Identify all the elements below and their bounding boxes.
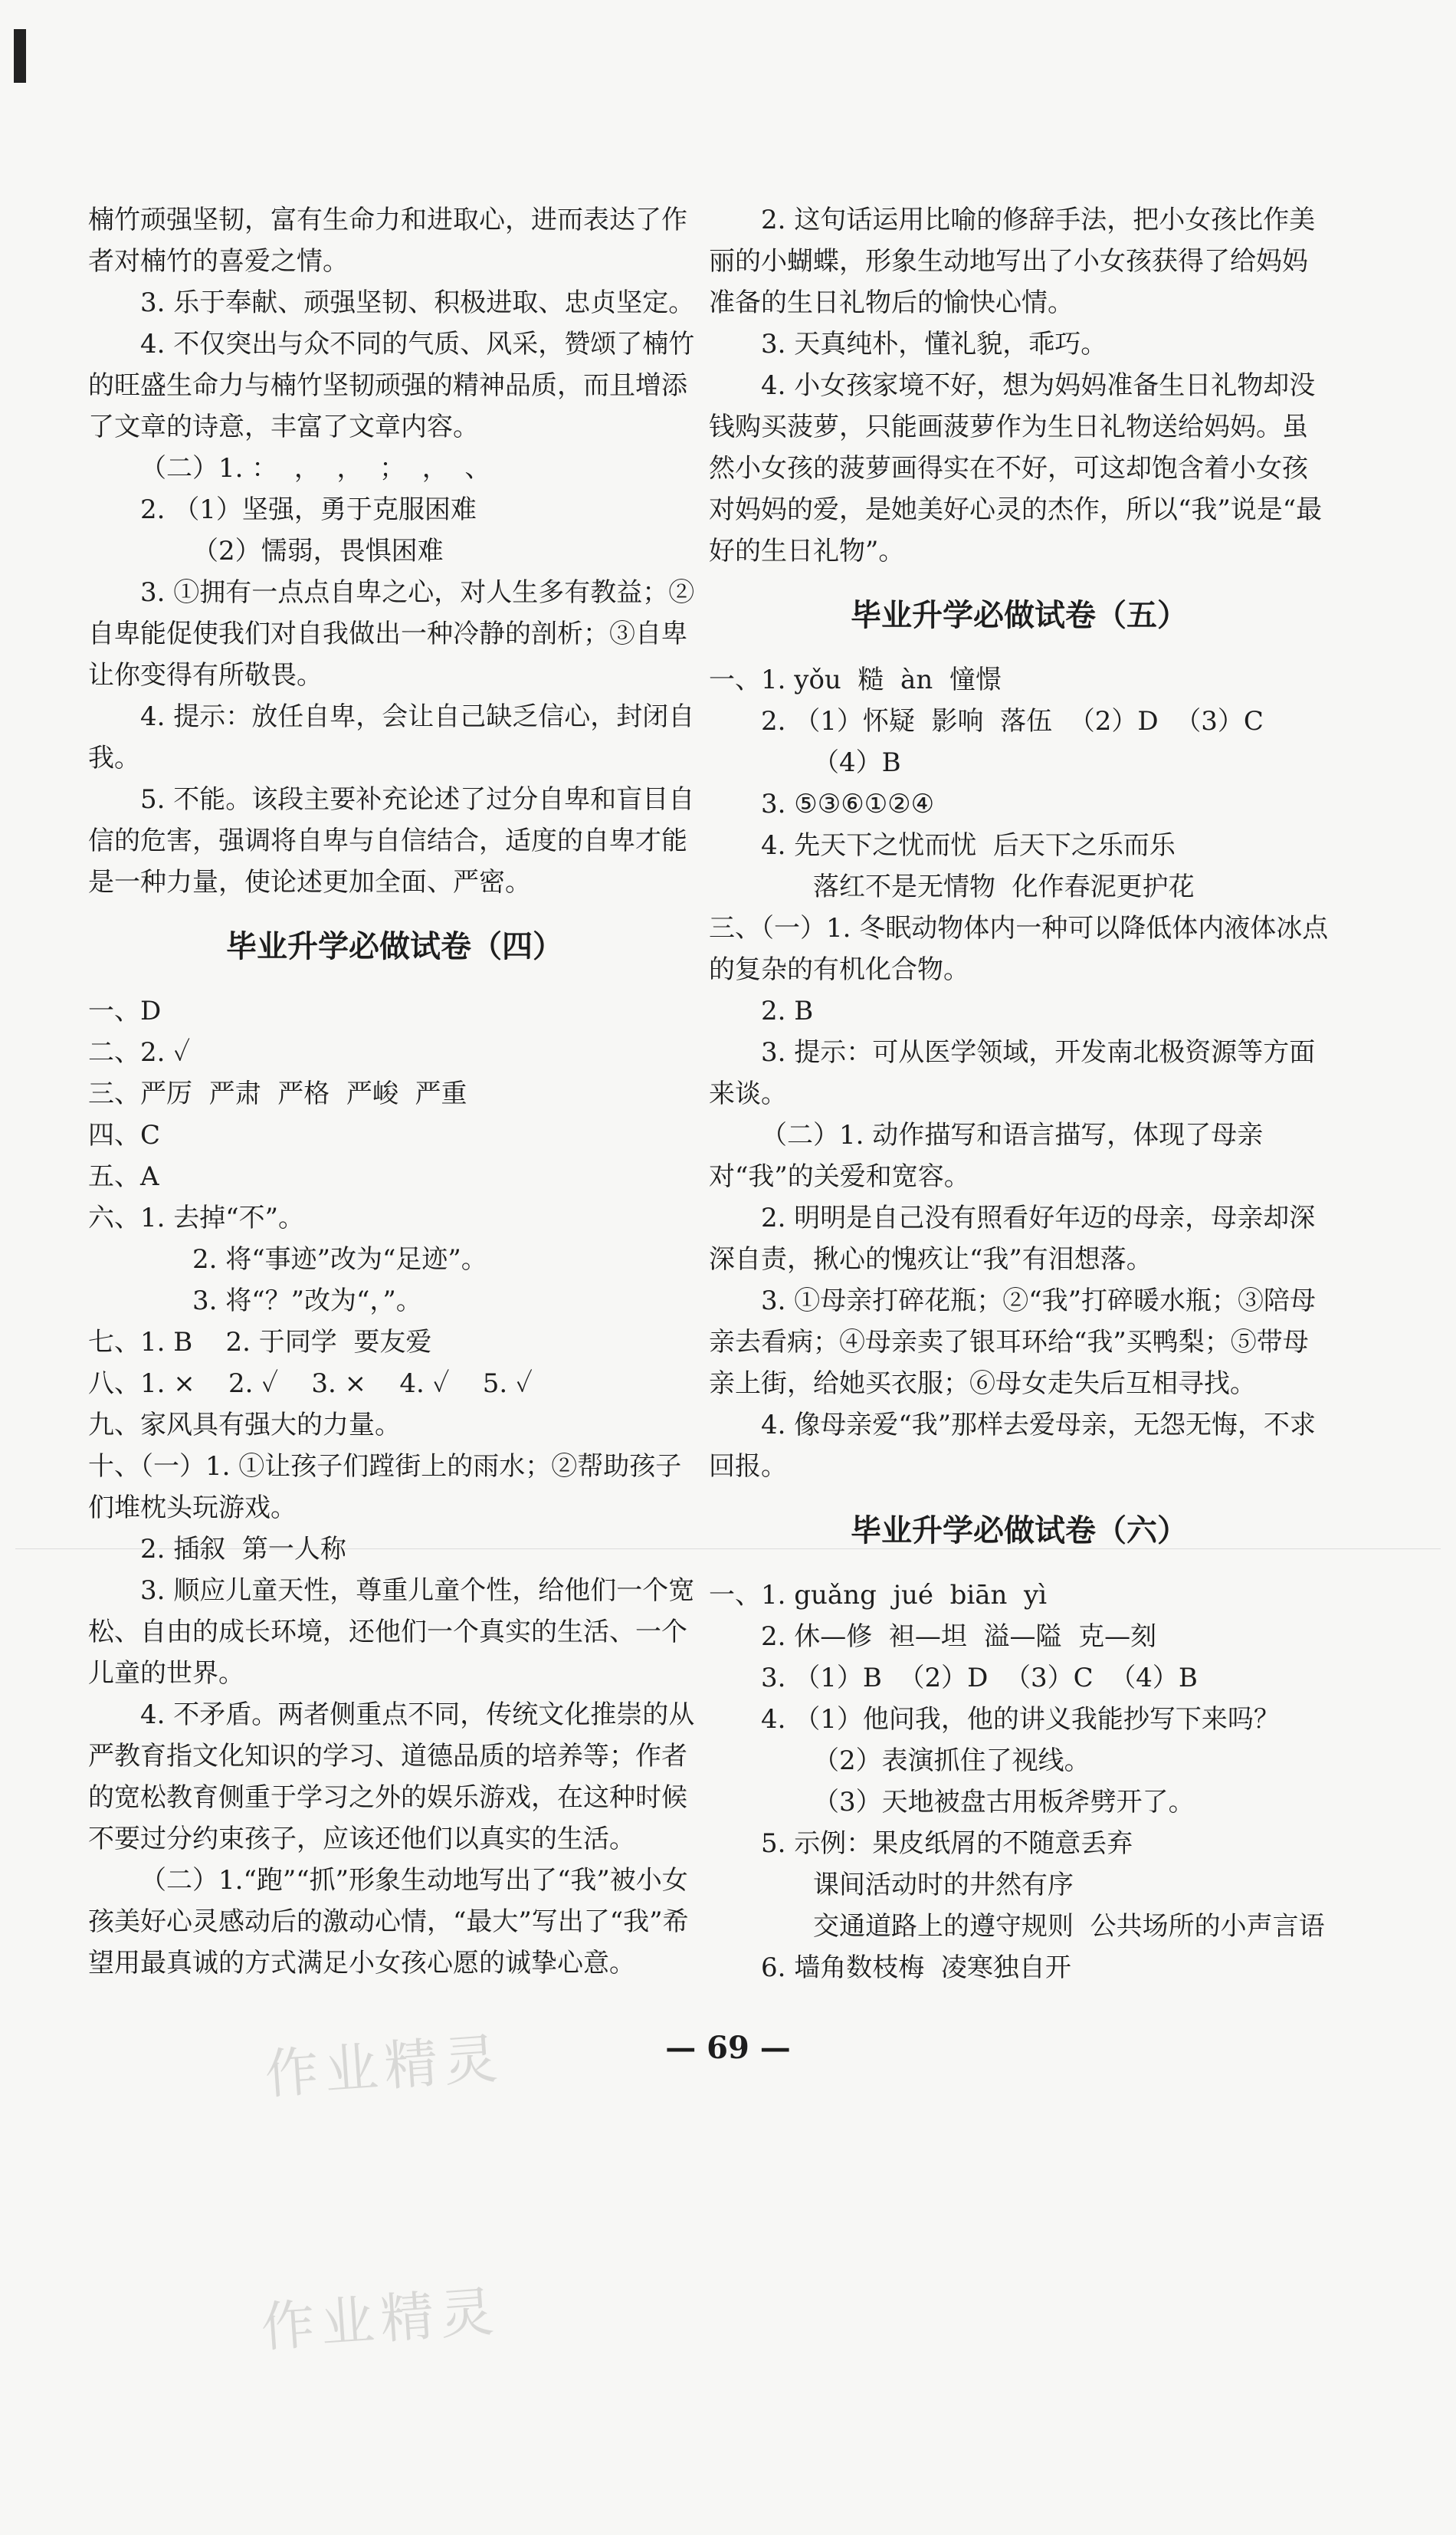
answer-line: 三、（一）1. 冬眠动物体内一种可以降低体内液体冰点的复杂的有机化合物。 <box>709 913 1329 985</box>
answer-line: 2. 这句话运用比喻的修辞手法，把小女孩比作美丽的小蝴蝶，形象生动地写出了小女孩获得了给妈妈准备的生日礼物后的愉快心情。 <box>709 205 1316 318</box>
answer-line: 3. 顺应儿童天性，尊重儿童个性，给他们一个宽松、自由的成长环境，还他们一个真实的生活、一个儿童的世界。 <box>88 1575 695 1689</box>
answer-line: 三、严厉 严肃 严格 严峻 严重 <box>88 1079 467 1109</box>
answer-line: 5. 示例：果皮纸屑的不随意丢弃 <box>761 1828 1133 1859</box>
answer-line: 二、2. ✓ <box>88 1037 191 1068</box>
answer-line: 2. 插叙 第一人称 <box>140 1534 346 1565</box>
answer-line: 七、1. B 2. 于同学 要友爱 <box>88 1327 432 1358</box>
answer-line: 八、1. × 2. ✓ 3. × 4. ✓ 5. ✓ <box>88 1368 533 1399</box>
answer-line: 一、1. yǒu 糙 àn 憧憬 <box>709 665 1002 695</box>
answer-line: 4. 提示：放任自卑，会让自己缺乏信心，封闭自我。 <box>88 701 695 773</box>
answer-line: 4. 先天下之忧而忧 后天下之乐而乐 <box>761 830 1176 861</box>
answer-line: 2. （1）怀疑 影响 落伍 （2）D （3）C <box>761 706 1264 737</box>
answer-line: 4. 像母亲爱“我”那样去爱母亲，无怨无悔，不求回报。 <box>709 1410 1317 1482</box>
answer-line: 2. B <box>761 996 814 1026</box>
answer-line: 4. 不矛盾。两者侧重点不同，传统文化推崇的从严教育指文化知识的学习、道德品质的培养等；作者的宽松教育侧重于学习之外的娱乐游戏，在这种时候不要过分约束孩子，应该还他们以真实的生活。 <box>88 1699 695 1854</box>
answer-line: 九、家风具有强大的力量。 <box>88 1410 401 1440</box>
answer-line: 六、1. 去掉“不”。 <box>88 1203 305 1233</box>
answer-line: 4. （1）他问我，他的讲义我能抄写下来吗？ <box>761 1704 1280 1735</box>
answer-line: 3. ①母亲打碎花瓶；②“我”打碎暖水瓶；③陪母亲去看病；④母亲卖了银耳环给“我”买鸭梨；⑤带母亲上街，给她买衣服；⑥母女走失后互相寻找。 <box>709 1286 1317 1399</box>
watermark-text: 作业精灵 <box>262 2027 506 2106</box>
answer-line: 2. 休—修 袒—坦 溢—隘 克—刻 <box>761 1621 1157 1652</box>
answer-line: 3. ①拥有一点点自卑之心，对人生多有教益；②自卑能促使我们对自我做出一种冷静的剖析；③自卑让你变得有所敬畏。 <box>88 577 695 691</box>
right-column <box>709 199 1330 1988</box>
answer-line: 3. 提示：可从医学领域，开发南北极资源等方面来谈。 <box>709 1037 1316 1109</box>
answer-line: 落红不是无情物 化作春泥更护花 <box>813 872 1195 902</box>
answer-line: 6. 墙角数枝梅 凌寒独自开 <box>761 1952 1071 1983</box>
answer-line: 3. 乐于奉献、顽强坚韧、积极进取、忠贞坚定。 <box>140 287 695 318</box>
answer-line: 2. 明明是自己没有照看好年迈的母亲，母亲却深深自责，揪心的愧疚让“我”有泪想落。 <box>709 1203 1316 1275</box>
answer-line: 一、D <box>88 996 162 1026</box>
answer-line: （二）1.“跑”“抓”形象生动地写出了“我”被小女孩美好心灵感动后的激动心情，“最大”写出了“我”希望用最真诚的方式满足小女孩心愿的诚挚心意。 <box>88 1865 689 1978</box>
answer-line: 5. 不能。该段主要补充论述了过分自卑和盲目自信的危害，强调将自卑与自信结合，适度的自卑才能是一种力量，使论述更加全面、严密。 <box>88 784 695 898</box>
answer-line: （二）1. 动作描写和语言描写，体现了母亲对“我”的关爱和宽容。 <box>709 1120 1264 1192</box>
section-heading: 毕业升学必做试卷（四） <box>226 929 563 964</box>
answer-line: 3. （1）B （2）D （3）C （4）B <box>761 1663 1198 1693</box>
answer-line: （3）天地被盘古用板斧劈开了。 <box>813 1787 1195 1818</box>
answer-line: 四、C <box>88 1120 161 1151</box>
answer-line: 3. 将“？”改为“，”。 <box>192 1286 422 1316</box>
answer-line: 2. （1）坚强，勇于克服困难 <box>140 494 477 525</box>
watermark-text: 作业精灵 <box>258 2280 502 2359</box>
answer-line: 4. 不仅突出与众不同的气质、风采，赞颂了楠竹的旺盛生命力与楠竹坚韧顽强的精神品质，而且增添了文章的诗意，丰富了文章内容。 <box>88 329 695 442</box>
answer-line: 4. 小女孩家境不好，想为妈妈准备生日礼物却没钱购买菠萝，只能画菠萝作为生日礼物送给妈妈。虽然小女孩的菠萝画得实在不好，可这却饱含着小女孩对妈妈的爱，是她美好心灵的杰作，所以“我”说是“最好的生日礼物”。 <box>709 370 1323 566</box>
corner-mark <box>14 29 26 83</box>
answer-line: 交通道路上的遵守规则 公共场所的小声言语 <box>813 1911 1325 1942</box>
answer-line: 3. ⑤③⑥①②④ <box>761 789 935 819</box>
answer-line: 2. 将“事迹”改为“足迹”。 <box>192 1244 487 1275</box>
section-heading: 毕业升学必做试卷（五） <box>851 598 1188 633</box>
answer-line: 一、1. guǎng jué biān yì <box>709 1580 1048 1611</box>
answer-line: 十、（一）1. ①让孩子们蹚街上的雨水；②帮助孩子们堆枕头玩游戏。 <box>88 1451 682 1523</box>
answer-line: 3. 天真纯朴，懂礼貌，乖巧。 <box>761 329 1107 360</box>
left-column <box>88 199 701 1984</box>
answer-line: （2）表演抓住了视线。 <box>813 1745 1090 1776</box>
answer-line: 课间活动时的井然有序 <box>813 1870 1074 1900</box>
answer-line: 五、A <box>88 1161 159 1192</box>
answer-line: （2）懦弱，畏惧困难 <box>192 536 444 566</box>
answer-line: （二）1. ： ， ， ； ， 、 <box>140 453 491 484</box>
page-number: — 69 — <box>665 2030 791 2066</box>
answer-line: 楠竹顽强坚韧，富有生命力和进取心，进而表达了作者对楠竹的喜爱之情。 <box>88 205 687 277</box>
section-heading: 毕业升学必做试卷（六） <box>851 1513 1188 1548</box>
answer-line: （4）B <box>813 747 901 778</box>
